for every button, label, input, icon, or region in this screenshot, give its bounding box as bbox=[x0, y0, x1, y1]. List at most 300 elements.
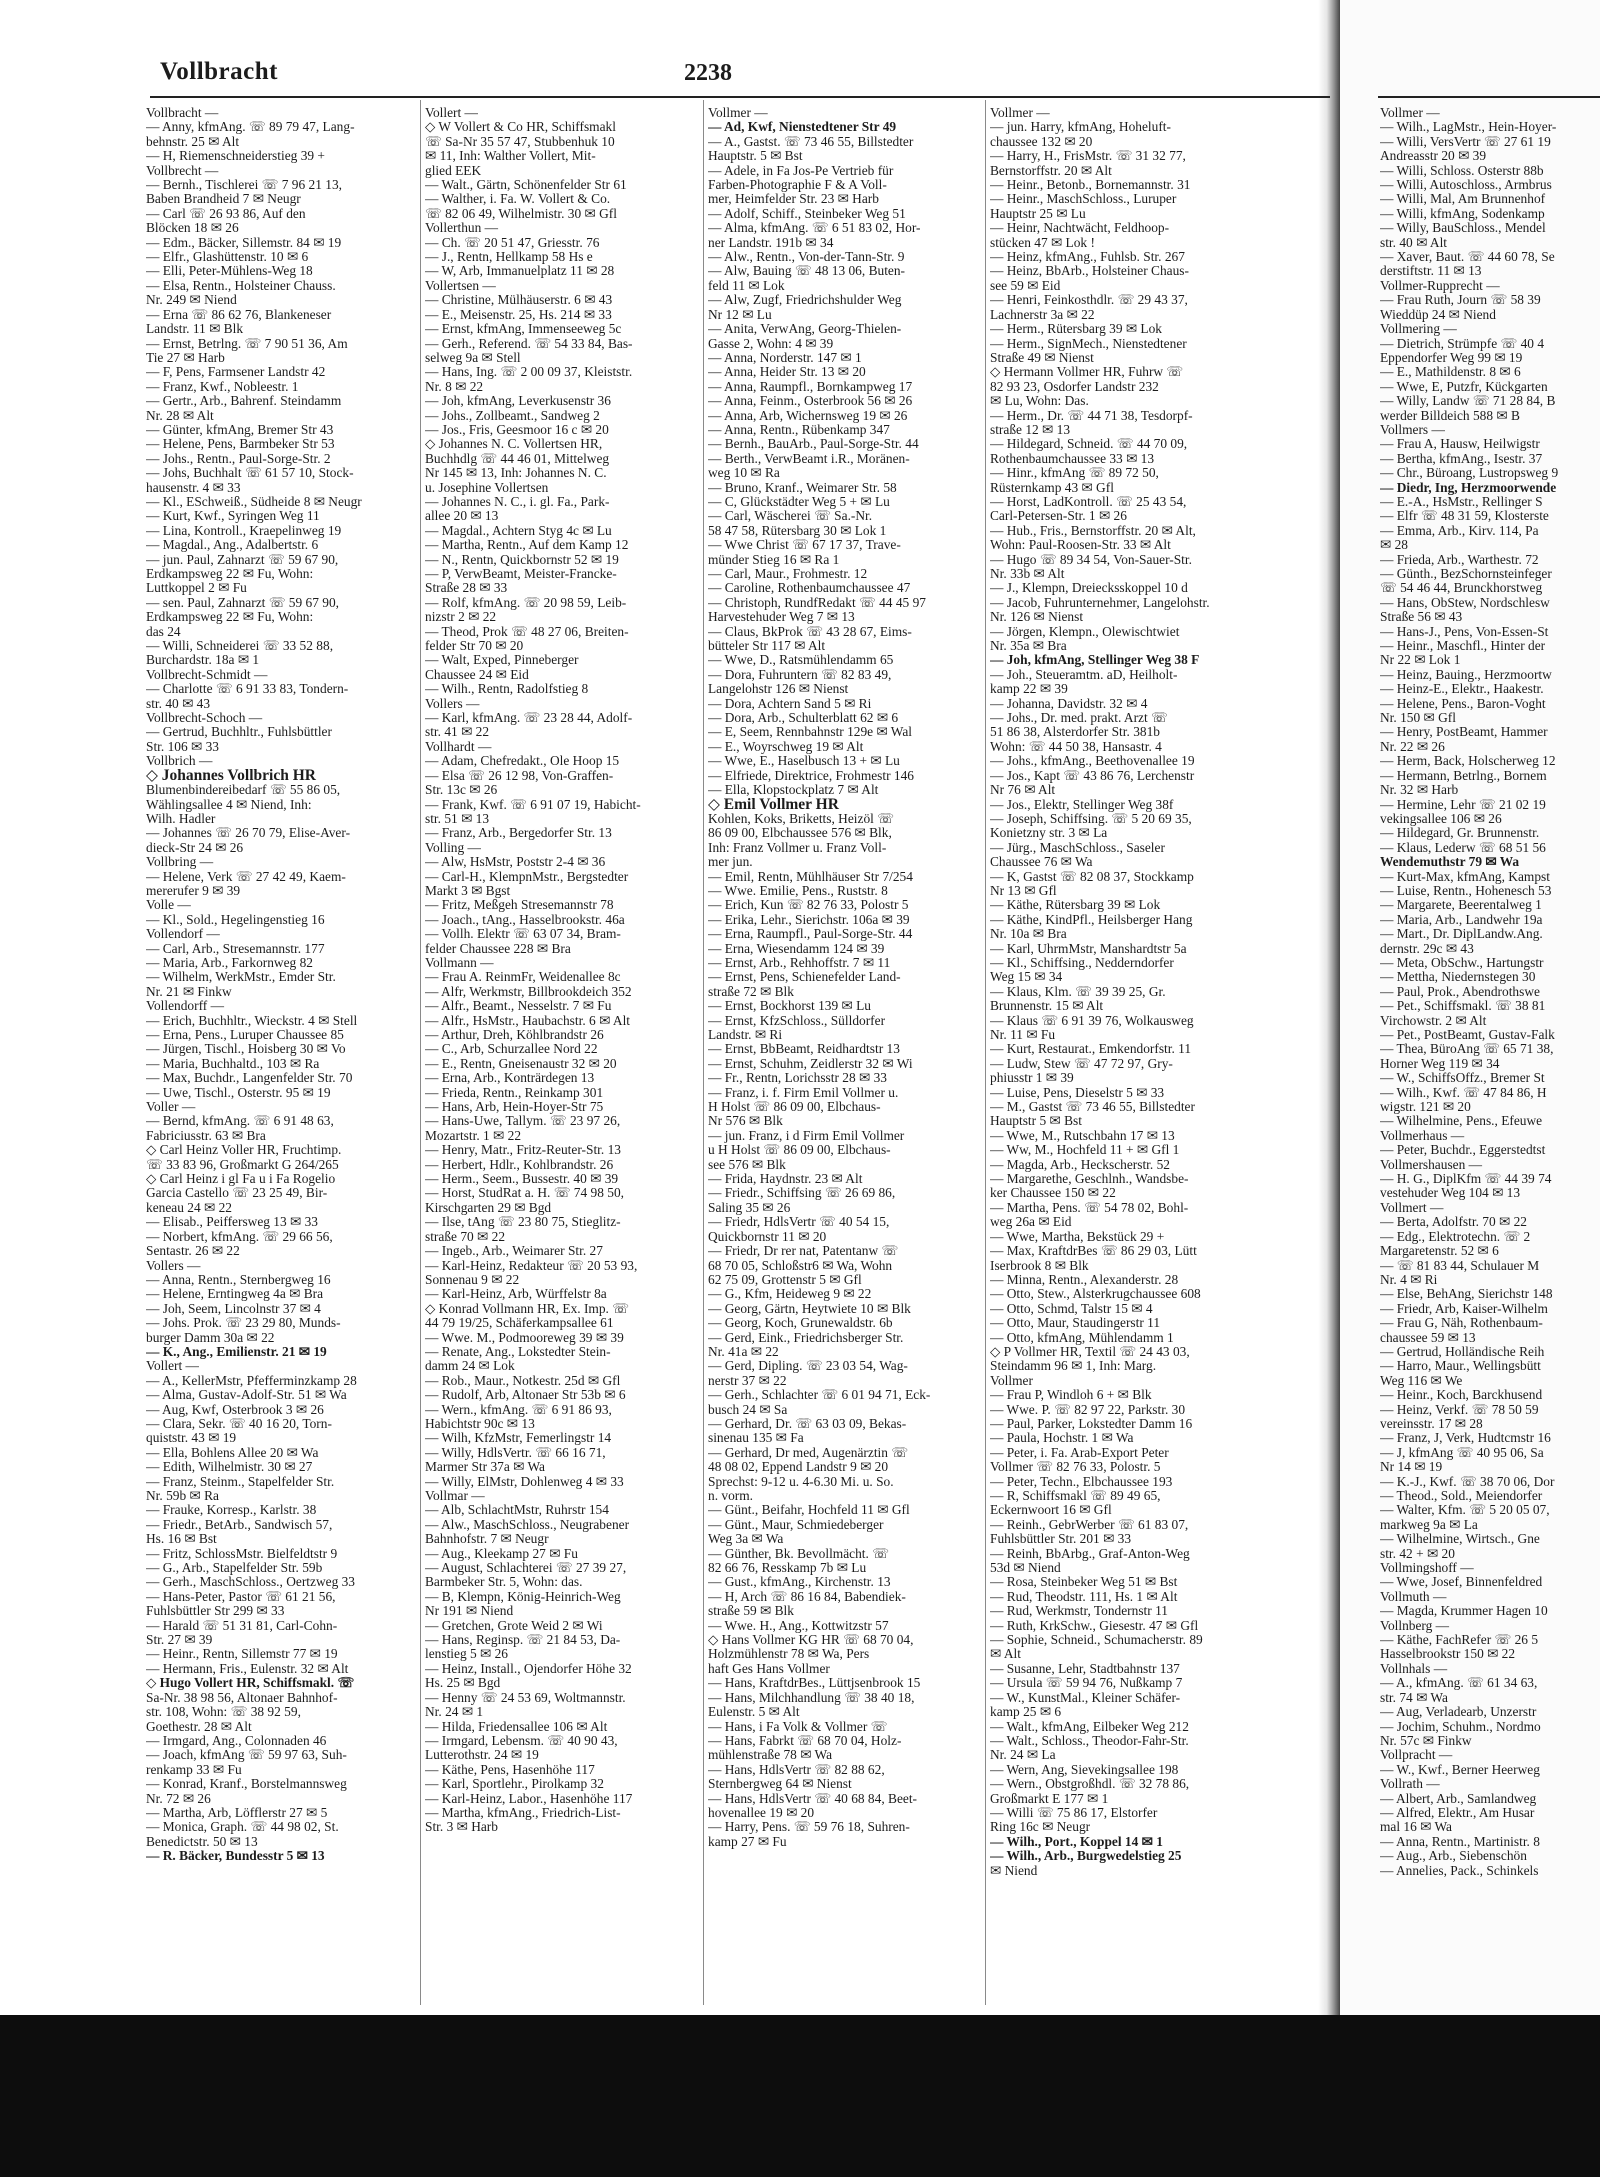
directory-entry: — Kl., Sold., Hegelingenstieg 16 bbox=[146, 911, 325, 927]
directory-entry: Nr 22 ✉ Lok 1 bbox=[1380, 652, 1461, 668]
book-gutter bbox=[1318, 0, 1340, 2015]
directory-entry: Gasse 2, Wohn: 4 ✉ 39 bbox=[708, 335, 834, 351]
directory-entry: — Joh, Seem, Lincolnstr 37 ✉ 4 bbox=[146, 1300, 321, 1316]
directory-entry: u. Josephine Vollertsen bbox=[425, 479, 549, 495]
directory-entry: — G., Kfm, Heideweg 9 ✉ 22 bbox=[708, 1286, 872, 1302]
directory-entry: — Annelies, Pack., Schinkels bbox=[1380, 1862, 1539, 1878]
directory-entry: 58 47 58, Rütersbarg 30 ✉ Lok 1 bbox=[708, 522, 887, 538]
directory-entry: — Willi, Schloss. Osterstr 88b bbox=[1380, 162, 1544, 178]
directory-entry: — Bernd, kfmAng. ☏ 6 91 48 63, bbox=[146, 1113, 334, 1129]
directory-entry: — Fr., Rentn, Lorichsstr 28 ✉ 33 bbox=[708, 1070, 887, 1086]
directory-entry: — Anna, Norderstr. 147 ✉ 1 bbox=[708, 349, 862, 365]
directory-entry: dernstr. 29c ✉ 43 bbox=[1380, 940, 1474, 956]
directory-entry: — Ernst, Bockhorst 139 ✉ Lu bbox=[708, 998, 871, 1014]
directory-entry: Inh: Franz Vollmer u. Franz Voll- bbox=[708, 839, 887, 855]
directory-entry: Nr 13 ✉ Gfl bbox=[990, 882, 1057, 898]
directory-entry: dieck-Str 24 ✉ 26 bbox=[146, 839, 244, 855]
directory-entry: — Mettha, Niedernstegen 30 bbox=[1380, 969, 1536, 985]
directory-entry: — Hans, Milchhandlung ☏ 38 40 18, bbox=[708, 1689, 915, 1705]
directory-entry: ☏ 82 06 49, Wilhelmistr. 30 ✉ Gfl bbox=[425, 205, 617, 221]
directory-entry: — Johannes ☏ 26 70 79, Elise-Aver- bbox=[146, 825, 351, 841]
directory-entry: — Jos., Fris, Geesmoor 16 c ✉ 20 bbox=[425, 421, 609, 437]
directory-entry: Fabriciusstr. 63 ✉ Bra bbox=[146, 1127, 266, 1143]
directory-entry: — Willi, Autoschloss., Armbrus bbox=[1380, 177, 1552, 193]
directory-entry: Buchhdlg ☏ 44 46 01, Mittelweg bbox=[425, 450, 610, 466]
directory-entry: — Heinz, kfmAng., Fuhlsb. Str. 267 bbox=[990, 249, 1185, 265]
directory-entry: — Peter, Techn., Elbchaussee 193 bbox=[990, 1473, 1173, 1489]
directory-entry: Nr. 249 ✉ Niend bbox=[146, 292, 237, 308]
directory-entry: Horner Weg 119 ✉ 34 bbox=[1380, 1055, 1500, 1071]
directory-entry: ker Chaussee 150 ✉ 22 bbox=[990, 1185, 1116, 1201]
directory-entry: Vollbracht — bbox=[146, 106, 219, 120]
directory-entry: — Hans, HdlsVertr ☏ 40 68 84, Beet- bbox=[708, 1790, 918, 1806]
directory-entry: — Thea, BüroAng ☏ 65 71 38, bbox=[1380, 1041, 1554, 1057]
directory-entry: straße 70 ✉ 22 bbox=[425, 1228, 506, 1244]
directory-entry: Garcia Castello ☏ 23 25 49, Bir- bbox=[146, 1185, 328, 1201]
directory-entry: — Friedr, Arb, Kaiser-Wilhelm bbox=[1380, 1300, 1548, 1316]
directory-entry: — Emil, Rentn, Mühlhäuser Str 7/254 bbox=[708, 868, 913, 884]
directory-entry: str. 74 ✉ Wa bbox=[1380, 1689, 1448, 1705]
directory-entry: Fuhlsbüttler Str. 201 ✉ 33 bbox=[990, 1531, 1132, 1547]
directory-entry: — Heinz, Bauing., Herzmoortw bbox=[1380, 666, 1552, 682]
directory-entry: Vollmers — bbox=[1380, 421, 1445, 437]
directory-entry: — Christine, Mülhäuserstr. 6 ✉ 43 bbox=[425, 292, 613, 308]
directory-entry: — Lina, Kontroll., Kraepelinweg 19 bbox=[146, 522, 342, 538]
directory-entry: vestehuder Weg 104 ✉ 13 bbox=[1380, 1185, 1521, 1201]
directory-entry: — Hinr., kfmAng ☏ 89 72 50, bbox=[990, 465, 1159, 481]
directory-entry: — Kurt, Kwf., Syringen Weg 11 bbox=[146, 508, 320, 524]
directory-entry: mererufer 9 ✉ 39 bbox=[146, 882, 241, 898]
directory-entry: — Carl, Maur., Frohmestr. 12 bbox=[708, 566, 868, 581]
directory-entry: — Jörgen, Klempn., Olewischtwiet bbox=[990, 623, 1180, 639]
directory-entry: Hauptstr 25 ✉ Lu bbox=[990, 205, 1086, 221]
directory-entry: markweg 9a ✉ La bbox=[1380, 1516, 1478, 1532]
directory-entry: — Magdal., Achtern Styg 4c ✉ Lu bbox=[425, 522, 612, 538]
directory-entry: — Wern, Ang, Sievekingsallee 198 bbox=[990, 1761, 1179, 1777]
directory-entry: — Hermine, Lehr ☏ 21 02 19 bbox=[1380, 796, 1546, 812]
directory-entry: — Erna, Arb., Konträrdegen 13 bbox=[425, 1070, 595, 1086]
directory-entry: Bahnhofstr. 7 ✉ Neugr bbox=[425, 1531, 549, 1547]
directory-entry: — Walt, Exped, Pinneberger bbox=[425, 652, 579, 668]
directory-entry: Str. 13c ✉ 26 bbox=[425, 782, 498, 798]
directory-entry: — Aug, Verladearb, Unzerstr bbox=[1380, 1704, 1537, 1720]
directory-entry: Virchowstr. 2 ✉ Alt bbox=[1380, 1012, 1487, 1028]
directory-entry: — Franz, Arb., Bergedorfer Str. 13 bbox=[425, 825, 612, 841]
directory-entry: ◇ W Vollert & Co HR, Schiffsmakl bbox=[425, 119, 616, 135]
directory-entry: ◇ Hans Vollmer KG HR ☏ 68 70 04, bbox=[708, 1632, 914, 1648]
directory-entry: — Willi, kfmAng, Sodenkamp bbox=[1380, 205, 1545, 221]
directory-entry: behnstr. 25 ✉ Alt bbox=[146, 133, 240, 149]
directory-entry: Vollmer ☏ 82 76 33, Polostr. 5 bbox=[990, 1459, 1161, 1475]
directory-entry: — Heinz, Install., Ojendorfer Höhe 32 bbox=[425, 1660, 632, 1676]
directory-entry: Rothenbaumchaussee 33 ✉ 13 bbox=[990, 450, 1155, 466]
directory-entry: Str. 106 ✉ 33 bbox=[146, 738, 219, 754]
directory-entry: — Ernst, KfzSchloss., Sülldorfer bbox=[708, 1012, 886, 1028]
directory-entry: — Susanne, Lehr, Stadtbahnstr 137 bbox=[990, 1660, 1180, 1676]
directory-entry: Iserbrook 8 ✉ Blk bbox=[990, 1257, 1089, 1273]
directory-entry: — Alfr., Beamt., Nesselstr. 7 ✉ Fu bbox=[425, 998, 612, 1014]
directory-entry: hovenallee 19 ✉ 20 bbox=[708, 1804, 815, 1820]
directory-entry: — Gerh., Referend. ☏ 54 33 84, Bas- bbox=[425, 335, 633, 351]
directory-entry: — Herm., Seem., Bussestr. 40 ✉ 39 bbox=[425, 1171, 619, 1187]
directory-entry: — Hans, HdlsVertr ☏ 82 88 62, bbox=[708, 1761, 885, 1777]
directory-entry: — Irmgard, Lebensm. ☏ 40 90 43, bbox=[425, 1732, 618, 1748]
directory-entry: — Gerd, Dipling. ☏ 23 03 54, Wag- bbox=[708, 1358, 908, 1374]
directory-entry: — Wern., Obstgroßhdl. ☏ 32 78 86, bbox=[990, 1776, 1190, 1792]
directory-entry: — Georg, Gärtn, Heytwiete 10 ✉ Blk bbox=[708, 1300, 911, 1316]
directory-entry: Hs. 25 ✉ Bgd bbox=[425, 1675, 501, 1691]
directory-entry: — Carl, Wäscherei ☏ Sa.-Nr. bbox=[708, 508, 873, 524]
directory-entry: — Carl ☏ 26 93 86, Auf den bbox=[146, 205, 306, 221]
directory-entry: Konietzny str. 3 ✉ La bbox=[990, 825, 1108, 841]
directory-entry: — Gerh., MaschSchloss., Oertzweg 33 bbox=[146, 1574, 355, 1590]
directory-entry: — Gertr., Arb., Bahrenf. Steindamm bbox=[146, 393, 342, 409]
directory-entry: felder Chaussee 228 ✉ Bra bbox=[425, 940, 571, 956]
directory-entry: Straße 56 ✉ 43 bbox=[1380, 609, 1463, 625]
directory-entry: Vollmingshoff — bbox=[1380, 1560, 1474, 1576]
directory-entry: H Holst ☏ 86 09 00, Elbchaus- bbox=[708, 1099, 881, 1115]
directory-entry: — Wwe. H., Ang., Kottwitzstr 57 bbox=[708, 1617, 889, 1633]
directory-entry: Nr 12 ✉ Lu bbox=[708, 306, 772, 322]
directory-entry: — Emma, Arb., Kirv. 114, Pa bbox=[1380, 522, 1539, 538]
directory-entry: — Ad, Kwf, Nienstedtener Str 49 bbox=[708, 119, 897, 135]
directory-entry: — Theod, Prok ☏ 48 27 06, Breiten- bbox=[425, 623, 629, 639]
directory-entry: — Chr., Büroang, Lustropsweg 9 bbox=[1380, 465, 1559, 481]
directory-entry: — Walther, i. Fa. W. Vollert & Co. bbox=[425, 191, 611, 207]
directory-entry: — Friedr., BetArb., Sandwisch 57, bbox=[146, 1516, 333, 1532]
directory-entry: Nr. 33b ✉ Alt bbox=[990, 566, 1065, 581]
directory-entry: — Frau Ruth, Journ ☏ 58 39 bbox=[1380, 292, 1541, 308]
directory-entry: Nr. 4 ✉ Ri bbox=[1380, 1271, 1438, 1287]
directory-entry: — Erich, Kun ☏ 82 76 33, Polostr 5 bbox=[708, 897, 909, 913]
directory-entry: Wohn: Paul-Roosen-Str. 33 ✉ Alt bbox=[990, 537, 1171, 553]
directory-entry: — Adele, in Fa Jos-Pe Vertrieb für bbox=[708, 162, 894, 178]
directory-entry: — Gretchen, Grote Weid 2 ✉ Wi bbox=[425, 1617, 603, 1633]
directory-entry: Nr. 8 ✉ 22 bbox=[425, 378, 484, 394]
directory-entry: str. 42 + ✉ 20 bbox=[1380, 1545, 1455, 1561]
directory-entry: — Diedr, Ing, Herzmoorwende bbox=[1380, 479, 1557, 495]
directory-entry: — E., Woyrschweg 19 ✉ Alt bbox=[708, 738, 864, 754]
directory-entry: hausenstr. 4 ✉ 33 bbox=[146, 479, 241, 495]
directory-entry: — Günther, Bk. Bevollmächt. ☏ bbox=[708, 1545, 889, 1561]
directory-entry: — Anna, Rentn., Rübenkamp 347 bbox=[708, 421, 890, 437]
directory-entry: — Hans, Arb, Hein-Hoyer-Str 75 bbox=[425, 1099, 604, 1115]
directory-entry: Nr. 24 ✉ 1 bbox=[425, 1704, 484, 1720]
directory-entry: — Edm., Bäcker, Sillemstr. 84 ✉ 19 bbox=[146, 234, 342, 250]
directory-entry: ◇ Carl Heinz i gl Fa u i Fa Rogelio bbox=[146, 1171, 336, 1187]
directory-entry: — Hermann, Betrlng., Bornem bbox=[1380, 767, 1547, 783]
directory-entry: — Meta, ObSchw., Hartungstr bbox=[1380, 954, 1544, 970]
directory-entry: — Kl., ESchweiß., Südheide 8 ✉ Neugr bbox=[146, 493, 362, 509]
column-4 bbox=[990, 106, 1266, 1878]
directory-entry: — Magda, Krummer Hagen 10 bbox=[1380, 1603, 1548, 1619]
directory-entry: — Helene, Erntingweg 4a ✉ Bra bbox=[146, 1286, 324, 1302]
directory-entry: — Wilh., Kwf. ☏ 47 84 86, H bbox=[1380, 1084, 1547, 1100]
directory-entry: — Otto, Maur, Staudingerstr 11 bbox=[990, 1315, 1161, 1331]
directory-entry: — jun. Harry, kfmAng, Hoheluft- bbox=[990, 119, 1171, 135]
directory-entry: — Willy, HdlsVertr. ☏ 66 16 71, bbox=[425, 1444, 606, 1460]
directory-entry: — Elsa, Rentn., Holsteiner Chauss. bbox=[146, 277, 336, 293]
directory-entry: Volle — bbox=[146, 897, 191, 913]
directory-entry: Vollmer bbox=[990, 1372, 1033, 1388]
scan-edge bbox=[0, 2015, 1600, 2177]
directory-entry: — E., Rentn, Gneisenaustr 32 ✉ 20 bbox=[425, 1055, 617, 1071]
directory-entry: Vollmerhaus — bbox=[1380, 1127, 1465, 1143]
directory-entry: — Bertha, kfmAng., Isestr. 37 bbox=[1380, 450, 1543, 466]
directory-entry: — Charlotte ☏ 6 91 33 83, Tondern- bbox=[146, 681, 349, 697]
directory-entry: Wählingsallee 4 ✉ Niend, Inh: bbox=[146, 796, 312, 812]
directory-entry: — Luise, Rentn., Hohenesch 53 bbox=[1380, 882, 1552, 898]
facing-column bbox=[1380, 106, 1600, 1878]
directory-entry: str. 51 ✉ 13 bbox=[425, 810, 490, 826]
directory-entry: Eckernwoort 16 ✉ Gfl bbox=[990, 1502, 1112, 1518]
directory-entry: str. 41 ✉ 22 bbox=[425, 724, 490, 740]
directory-entry: — Otto, Stew., Alsterkrugchaussee 608 bbox=[990, 1286, 1201, 1302]
directory-entry: — Irmgard, Ang., Colonnaden 46 bbox=[146, 1732, 327, 1748]
directory-entry: — Anna, Raumpfl., Bornkampweg 17 bbox=[708, 378, 913, 394]
directory-entry: ◇ Johannes Vollbrich HR bbox=[146, 766, 316, 784]
directory-entry: Vollmuth — bbox=[1380, 1588, 1447, 1604]
directory-entry: — Karl-Heinz, Arb, Würffelstr 8a bbox=[425, 1286, 607, 1302]
directory-entry: — Otto, Schmd, Talstr 15 ✉ 4 bbox=[990, 1300, 1153, 1316]
directory-entry: mer, Heimfelder Str. 23 ✉ Harb bbox=[708, 191, 879, 207]
directory-entry: — Norbert, kfmAng. ☏ 29 66 56, bbox=[146, 1228, 333, 1244]
directory-entry: — Ruth, KrkSchw., Giesestr. 47 ✉ Gfl bbox=[990, 1617, 1199, 1633]
directory-entry: ner Landstr. 191b ✉ 34 bbox=[708, 234, 834, 250]
directory-entry: Nr. 72 ✉ 26 bbox=[146, 1790, 211, 1806]
directory-entry: Nr. 11 ✉ Fu bbox=[990, 1027, 1056, 1042]
directory-entry: — Harald ☏ 51 31 81, Carl-Cohn- bbox=[146, 1617, 338, 1633]
directory-entry: Blöcken 18 ✉ 26 bbox=[146, 220, 239, 236]
directory-entry: — Friedr, HdlsVertr ☏ 40 54 15, bbox=[708, 1214, 890, 1230]
directory-entry: mal 16 ✉ Wa bbox=[1380, 1819, 1452, 1835]
directory-entry: nizstr 2 ✉ 22 bbox=[425, 609, 497, 625]
directory-entry: — Frida, Haydnstr. 23 ✉ Alt bbox=[708, 1171, 863, 1187]
directory-entry: — Bernh., Tischlerei ☏ 7 96 21 13, bbox=[146, 177, 343, 193]
directory-entry: — Anna, Heider Str. 13 ✉ 20 bbox=[708, 364, 866, 380]
directory-entry: — Aug., Arb., Siebenschön bbox=[1380, 1848, 1527, 1864]
directory-entry: — Aug., Kleekamp 27 ✉ Fu bbox=[425, 1545, 578, 1561]
directory-entry: — Margarete, Beerentalweg 1 bbox=[1380, 897, 1542, 913]
directory-entry: — Ella, Klopstockplatz 7 ✉ Alt bbox=[708, 782, 879, 798]
directory-entry: n. vorm. bbox=[708, 1488, 754, 1503]
directory-entry: keneau 24 ✉ 22 bbox=[146, 1199, 232, 1215]
directory-entry: 68 70 05, Schloßstr6 ✉ Wa, Wohn bbox=[708, 1257, 893, 1273]
directory-entry: — Willy, ElMstr, Dohlenweg 4 ✉ 33 bbox=[425, 1473, 624, 1489]
directory-entry: — Herm, Back, Holscherweg 12 bbox=[1380, 753, 1556, 769]
directory-entry: — Gerhard, Dr med, Augenärztin ☏ bbox=[708, 1444, 909, 1460]
directory-entry: — Joseph, Schiffsing. ☏ 5 20 69 35, bbox=[990, 810, 1192, 826]
directory-entry: — A., kfmAng. ☏ 61 34 63, bbox=[1380, 1675, 1538, 1691]
directory-entry: — Franz, J, Verk, Hudtcmstr 16 bbox=[1380, 1430, 1551, 1446]
directory-entry: — Herm., Dr. ☏ 44 71 38, Tesdorpf- bbox=[990, 407, 1193, 423]
directory-entry: — Wwe, D., Ratsmühlendamm 65 bbox=[708, 652, 894, 668]
directory-entry: — Ilse, tAng ☏ 23 80 75, Stieglitz- bbox=[425, 1214, 621, 1230]
directory-entry: — Konrad, Kranf., Borstelmannsweg bbox=[146, 1776, 347, 1792]
directory-entry: Nr. 32 ✉ Harb bbox=[1380, 782, 1459, 798]
directory-entry: — Walt., Schloss., Theodor-Fahr-Str. bbox=[990, 1732, 1189, 1748]
directory-entry: — Johanna, Davidstr. 32 ✉ 4 bbox=[990, 695, 1148, 711]
directory-entry: ◇ P Vollmer HR, Textil ☏ 24 43 03, bbox=[990, 1343, 1190, 1359]
directory-entry: — Elli, Peter-Mühlens-Weg 18 bbox=[146, 263, 313, 279]
directory-entry: Vollers — bbox=[146, 1257, 201, 1273]
directory-entry: Kohlen, Koks, Briketts, Heizöl ☏ bbox=[708, 810, 894, 826]
directory-entry: ✉ 11, Inh: Walther Vollert, Mit- bbox=[425, 148, 596, 164]
directory-entry: — Kurt, Restaurat., Emkendorfstr. 11 bbox=[990, 1041, 1192, 1057]
directory-entry: Lachnerstr 3a ✉ 22 bbox=[990, 306, 1095, 322]
directory-entry: — Dietrich, Strümpfe ☏ 40 4 bbox=[1380, 335, 1545, 351]
directory-entry: — jun. Franz, i d Firm Emil Vollmer bbox=[708, 1127, 905, 1143]
directory-entry: — Sophie, Schneid., Schumacherstr. 89 bbox=[990, 1632, 1203, 1648]
directory-entry: — Helene, Verk ☏ 27 42 49, Kaem- bbox=[146, 868, 346, 884]
directory-entry: — Ch. ☏ 20 51 47, Griesstr. 76 bbox=[425, 234, 600, 250]
directory-entry: — Max, Buchdr., Langenfelder Str. 70 bbox=[146, 1070, 353, 1086]
directory-entry: — Henry, Matr., Fritz-Reuter-Str. 13 bbox=[425, 1142, 621, 1158]
directory-entry: — Maria, Arb., Landwehr 19a bbox=[1380, 911, 1543, 927]
directory-entry: — Wern., kfmAng. ☏ 6 91 86 93, bbox=[425, 1401, 612, 1417]
directory-entry: Weg 116 ✉ We bbox=[1380, 1372, 1463, 1388]
directory-entry: — jun. Paul, Zahnarzt ☏ 59 67 90, bbox=[146, 551, 339, 567]
directory-entry: — C., Arb, Schurzallee Nord 22 bbox=[425, 1041, 598, 1057]
directory-entry: Vollmann — bbox=[425, 954, 494, 970]
directory-entry: Vollendorf — bbox=[146, 926, 220, 942]
directory-entry: renkamp 33 ✉ Fu bbox=[146, 1761, 242, 1777]
directory-entry: — Ingeb., Arb., Weimarer Str. 27 bbox=[425, 1243, 603, 1259]
directory-entry: Bernstorffstr. 20 ✉ Alt bbox=[990, 162, 1112, 178]
directory-entry: — Frau G, Näh, Rothenbaum- bbox=[1380, 1315, 1543, 1331]
directory-entry: nerstr 37 ✉ 22 bbox=[708, 1372, 787, 1388]
directory-entry: Großmarkt E 177 ✉ 1 bbox=[990, 1790, 1109, 1806]
directory-entry: — Ursula ☏ 59 94 76, Nußkamp 7 bbox=[990, 1675, 1183, 1691]
directory-entry: — W., SchiffsOffz., Bremer St bbox=[1380, 1070, 1545, 1086]
directory-entry: — Bruno, Kranf., Weimarer Str. 58 bbox=[708, 479, 897, 495]
directory-entry: — Harry, Pens. ☏ 59 76 18, Suhren- bbox=[708, 1819, 910, 1835]
directory-entry: — Rolf, kfmAng. ☏ 20 98 59, Leib- bbox=[425, 594, 627, 610]
directory-entry: — Erna, Wiesendamm 124 ✉ 39 bbox=[708, 940, 885, 956]
directory-entry: — Henry, PostBeamt, Hammer bbox=[1380, 724, 1548, 740]
directory-entry: — Rudolf, Arb, Altonaer Str 53b ✉ 6 bbox=[425, 1387, 626, 1403]
directory-entry: — Berth., VerwBeamt i.R., Moränen- bbox=[708, 450, 910, 466]
directory-entry: — Wwe Christ ☏ 67 17 37, Trave- bbox=[708, 537, 901, 553]
directory-entry: — Walt., Gärtn, Schönenfelder Str 61 bbox=[425, 177, 627, 193]
directory-entry: — Elfr., Glashüttenstr. 10 ✉ 6 bbox=[146, 249, 309, 265]
directory-entry: — Anita, VerwAng, Georg-Thielen- bbox=[708, 321, 902, 337]
directory-entry: — Ernst, Betrlng. ☏ 7 90 51 36, Am bbox=[146, 335, 348, 351]
directory-entry: — J., Klempn, Dreiecksskoppel 10 d bbox=[990, 580, 1188, 596]
directory-entry: — Helene, Pens, Barmbeker Str 53 bbox=[146, 436, 335, 452]
page-title: Vollbracht bbox=[160, 58, 278, 85]
directory-entry: — Berta, Adolfstr. 70 ✉ 22 bbox=[1380, 1214, 1527, 1230]
directory-entry: — Heinr., Koch, Barckhusend bbox=[1380, 1387, 1543, 1403]
directory-entry: damm 24 ✉ Lok bbox=[425, 1358, 515, 1374]
directory-entry: allee 20 ✉ 13 bbox=[425, 508, 499, 524]
directory-entry: — Peter, Buchdr., Eggerstedtst bbox=[1380, 1142, 1546, 1158]
directory-entry: ☏ 54 46 44, Brunckhorstweg bbox=[1380, 580, 1543, 596]
directory-entry: — Carl-H., KlempnMstr., Bergstedter bbox=[425, 868, 629, 884]
directory-entry: — W., KunstMal., Kleiner Schäfer- bbox=[990, 1689, 1181, 1705]
directory-entry: — Erna, Pens., Luruper Chaussee 85 bbox=[146, 1027, 344, 1042]
directory-entry: Vollert — bbox=[146, 1358, 199, 1374]
directory-entry: — Vollh. Elektr ☏ 63 07 34, Bram- bbox=[425, 926, 621, 942]
directory-entry: see 59 ✉ Eid bbox=[990, 277, 1061, 293]
directory-entry: — Henny ☏ 24 53 69, Woltmannstr. bbox=[425, 1689, 626, 1705]
directory-entry: — Rud, Theodstr. 111, Hs. 1 ✉ Alt bbox=[990, 1588, 1178, 1604]
column-1 bbox=[146, 106, 418, 1864]
directory-entry: — Herm., Rütersbarg 39 ✉ Lok bbox=[990, 321, 1163, 337]
directory-entry: — Martha, Arb, Löfflerstr 27 ✉ 5 bbox=[146, 1804, 328, 1820]
directory-entry: — Christoph, RundfRedakt ☏ 44 45 97 bbox=[708, 594, 926, 610]
directory-entry: Weg 15 ✉ 34 bbox=[990, 969, 1063, 985]
directory-entry: kamp 22 ✉ 39 bbox=[990, 681, 1068, 697]
directory-entry: Landstr. 11 ✉ Blk bbox=[146, 321, 244, 337]
directory-entry: — Kl., Schiffsing., Nedderndorfer bbox=[990, 954, 1174, 970]
directory-entry: mer jun. bbox=[708, 854, 753, 870]
directory-entry: 48 08 02, Eppend Landstr 9 ✉ 20 bbox=[708, 1459, 889, 1475]
directory-entry: — Paul, Prok., Abendrothswe bbox=[1380, 983, 1540, 999]
directory-entry: Hauptstr. 5 ✉ Bst bbox=[708, 148, 803, 164]
directory-entry: — Anna, Feinm., Osterbrook 56 ✉ 26 bbox=[708, 393, 913, 409]
directory-entry: — Ernst, Schuhm, Zeidlerstr 32 ✉ Wi bbox=[708, 1055, 913, 1071]
directory-entry: Str. 3 ✉ Harb bbox=[425, 1819, 498, 1835]
directory-entry: ◇ Carl Heinz Voller HR, Fruchtimp. bbox=[146, 1142, 342, 1158]
directory-entry: — ☏ 81 83 44, Schulauer M bbox=[1380, 1257, 1540, 1273]
directory-entry: — Paul, Parker, Lokstedter Damm 16 bbox=[990, 1415, 1193, 1431]
directory-entry: — Käthe, Rütersbarg 39 ✉ Lok bbox=[990, 897, 1161, 913]
directory-entry: — Hans-J., Pens, Von-Essen-St bbox=[1380, 623, 1549, 639]
directory-entry: — Wilhelmine, Wirtsch., Gne bbox=[1380, 1531, 1540, 1547]
directory-entry: — Martha, kfmAng., Friedrich-List- bbox=[425, 1804, 621, 1820]
directory-entry: Vollbrich — bbox=[146, 753, 213, 769]
directory-entry: — Hans-Peter, Pastor ☏ 61 21 56, bbox=[146, 1588, 336, 1604]
directory-entry: — Johs., Dr. med. prakt. Arzt ☏ bbox=[990, 710, 1168, 726]
directory-entry: Holzmühlenstr 78 ✉ Wa, Pers bbox=[708, 1646, 870, 1662]
directory-entry: werder Billdeich 588 ✉ B bbox=[1380, 407, 1520, 423]
directory-entry: Nr 14 ✉ 19 bbox=[1380, 1459, 1443, 1475]
directory-entry: Erdkampsweg 22 ✉ Fu, Wohn: bbox=[146, 566, 314, 581]
directory-entry: — Harry, H., FrisMstr. ☏ 31 32 77, bbox=[990, 148, 1186, 164]
directory-entry: ◇ Hugo Vollert HR, Schiffsmakl. ☏ bbox=[146, 1675, 355, 1691]
directory-entry: Blumenbindereibedarf ☏ 55 86 05, bbox=[146, 782, 341, 798]
directory-entry: Quickbornstr 11 ✉ 20 bbox=[708, 1228, 827, 1244]
directory-entry: — sen. Paul, Zahnarzt ☏ 59 67 90, bbox=[146, 594, 340, 610]
directory-entry: — Jürgen, Tischl., Hoisberg 30 ✉ Vo bbox=[146, 1041, 346, 1057]
directory-entry: — Elfr ☏ 48 31 59, Klosterste bbox=[1380, 508, 1549, 524]
directory-entry: Vollmer-Rupprecht — bbox=[1380, 277, 1500, 293]
directory-entry: Sentastr. 26 ✉ 22 bbox=[146, 1243, 240, 1259]
directory-entry: — Edg., Elektrotechn. ☏ 2 bbox=[1380, 1228, 1531, 1244]
directory-entry: — Hildegard, Schneid. ☏ 44 70 09, bbox=[990, 436, 1188, 452]
directory-entry: — Horst, StudRat a. H. ☏ 74 98 50, bbox=[425, 1185, 625, 1201]
directory-entry: Wieddüp 24 ✉ Niend bbox=[1380, 306, 1496, 322]
directory-entry: Vollnhals — bbox=[1380, 1660, 1448, 1676]
directory-entry: — Frau P, Windloh 6 + ✉ Blk bbox=[990, 1387, 1152, 1403]
directory-entry: — Wwe, E., Haselbusch 13 + ✉ Lu bbox=[708, 753, 900, 769]
directory-entry: — Friedr., Schiffsing ☏ 26 69 86, bbox=[708, 1185, 896, 1201]
directory-entry: — Ella, Bohlens Allee 20 ✉ Wa bbox=[146, 1444, 319, 1460]
directory-entry: — A., KellerMstr, Pfefferminzkamp 28 bbox=[146, 1372, 357, 1388]
directory-entry: — Max, KraftdrBes ☏ 86 29 03, Lütt bbox=[990, 1243, 1197, 1259]
directory-entry: Vollmer — bbox=[990, 106, 1050, 120]
directory-entry: — Maria, Buchhaltd., 103 ✉ Ra bbox=[146, 1055, 320, 1071]
directory-entry: — Käthe, FachRefer ☏ 26 5 bbox=[1380, 1632, 1539, 1648]
directory-entry: mühlenstraße 78 ✉ Wa bbox=[708, 1747, 833, 1763]
directory-entry: — Dora, Fuhruntern ☏ 82 83 49, bbox=[708, 666, 892, 682]
directory-entry: — Walter, Kfm. ☏ 5 20 05 07, bbox=[1380, 1502, 1550, 1518]
directory-entry: — Else, BehAng, Sierichstr 148 bbox=[1380, 1286, 1553, 1302]
directory-entry: — Heinr., Betonb., Bornemannstr. 31 bbox=[990, 177, 1191, 193]
directory-entry: ◇ Emil Vollmer HR bbox=[708, 795, 839, 813]
directory-entry: — Magdal., Ang., Adalbertstr. 6 bbox=[146, 537, 319, 553]
